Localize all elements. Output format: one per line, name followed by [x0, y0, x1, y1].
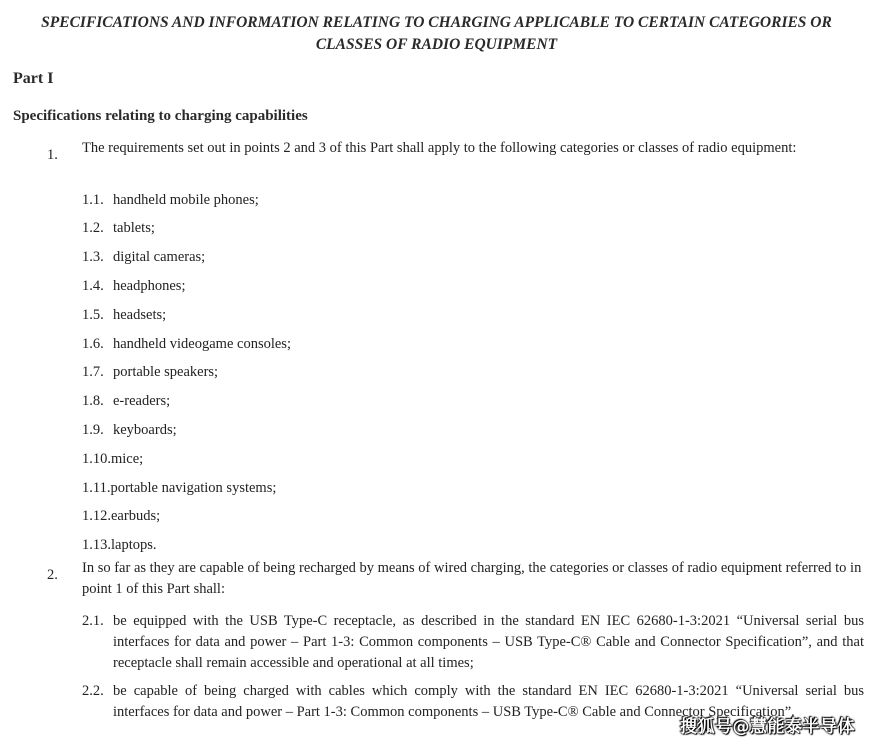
section-subheading: Specifications relating to charging capabilities [13, 108, 308, 124]
list-item: 1.4. headphones; [82, 278, 186, 294]
document-title [0, 12, 873, 56]
list-item: 1.7. portable speakers; [82, 364, 219, 380]
point-text: The requirements set out in points 2 and 3 of this Part shall apply to the following categories or classes of radio equipment: [82, 140, 797, 156]
watermark: 搜狐号@慧能泰半导体 [680, 717, 855, 737]
list-item: 1.8. e-readers; [82, 393, 171, 409]
title-line-1: SPECIFICATIONS AND INFORMATION RELATING TO CHARGING APPLICABLE TO CERTAIN CATEGORIES OR [41, 14, 832, 31]
list-item: 1.6. handheld videogame consoles; [82, 336, 291, 352]
list-item: 1.9. keyboards; [82, 422, 177, 438]
list-item: 2.1. be equipped with the USB Type-C receptacle, as described in the standard EN IEC 62680-1-3:2021 “Universal serial bus interfaces for data and power – Part 1-3: Common components – USB Type-C® Cable and Connector Specification”, and that receptacle shall remain accessible and operational at all times; [82, 613, 864, 671]
list-item: 1.5. headsets; [82, 307, 167, 323]
list-item: 1.1. handheld mobile phones; [82, 192, 259, 208]
title-line-2: CLASSES OF RADIO EQUIPMENT [315, 36, 558, 53]
point-number: 2. [47, 567, 58, 583]
list-item: 1.2. tablets; [82, 220, 155, 236]
list-item: 1.12.earbuds; [82, 508, 161, 524]
list-item: 1.11.portable navigation systems; [82, 480, 277, 496]
list-item: 2.2. be capable of being charged with cables which comply with the standard EN IEC 62680-1-3:2021 “Universal serial bus interfaces for data and power – Part 1-3: Common components – USB Type-C® Cable and Connector Specification”. [82, 683, 864, 720]
point-text: In so far as they are capable of being recharged by means of wired charging, the categories or classes of radio equipment referred to in point 1 of this Part shall: [82, 560, 862, 597]
part-heading: Part I [13, 70, 54, 87]
point-number: 1. [47, 147, 58, 163]
list-item: 1.10.mice; [82, 451, 144, 467]
list-item: 1.3. digital cameras; [82, 249, 206, 265]
list-item: 1.13.laptops. [82, 537, 157, 553]
